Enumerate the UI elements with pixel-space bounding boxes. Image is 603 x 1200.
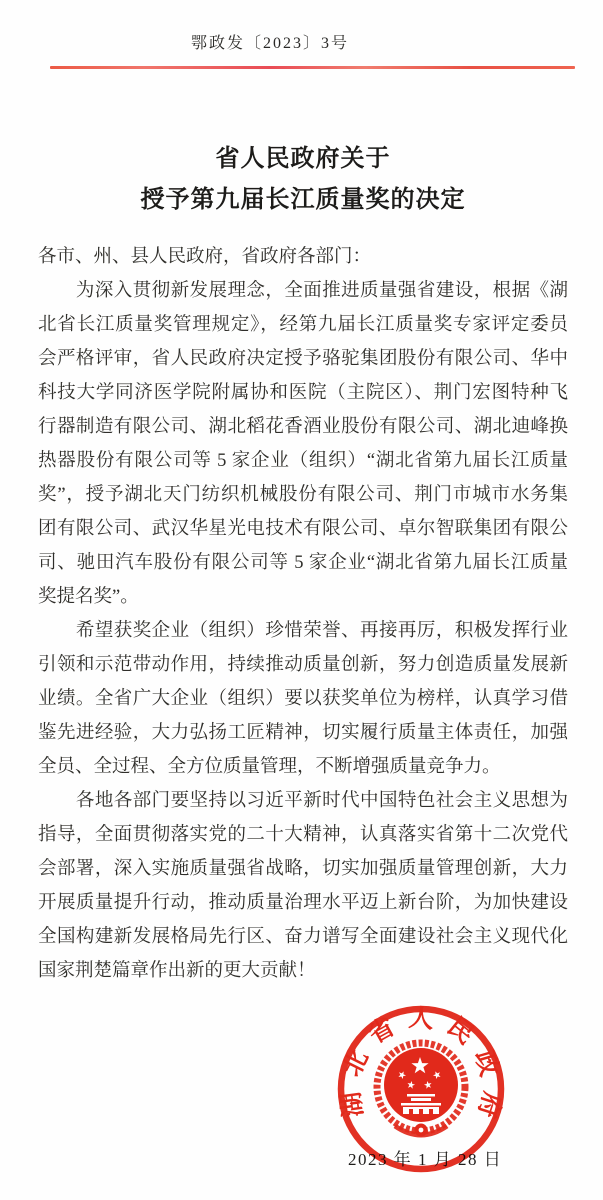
body-line: 各市、州、县人民政府，省政府各部门： [38,247,372,267]
body-line: 指导，全面贯彻落实党的二十大精神，认真落实省第十二次党代 [38,825,568,845]
official-seal [333,1001,511,1187]
seal-text: 湖北省人民政府 [336,1004,506,1133]
page-title [38,139,568,221]
body-line: 各地各部门要坚持以习近平新时代中国特色社会主义思想为 [38,791,568,811]
body-line: 业绩。全省广大企业（组织）要以获奖单位为榜样，认真学习借 [38,689,568,709]
body-line: 希望获奖企业（组织）珍惜荣誉、再接再厉，积极发挥行业 [38,621,568,641]
body-line: 为深入贯彻新发展理念，全面推进质量强省建设，根据《湖 [38,281,568,301]
body-line: 科技大学同济医学院附属协和医院（主院区）、荆门宏图特种飞 [38,383,568,403]
title-line-1: 省人民政府关于 [215,146,391,172]
body-line: 全国构建新发展格局先行区、奋力谱写全面建设社会主义现代化 [38,927,568,947]
body-line: 开展质量提升行动，推动质量治理水平迈上新台阶，为加快建设 [38,893,568,913]
body-line: 全员、全过程、全方位质量管理，不断增强质量竞争力。 [38,757,501,777]
body-line: 司、驰田汽车股份有限公司等 5 家企业“湖北省第九届长江质量 [38,553,568,573]
body-line: 行器制造有限公司、湖北稻花香酒业股份有限公司、湖北迪峰换 [38,417,568,437]
body-line: 团有限公司、武汉华星光电技术有限公司、卓尔智联集团有限公 [38,519,568,539]
body-line: 会部署，深入实施质量强省战略，切实加强质量管理创新，大力 [38,859,568,879]
body-line: 北省长江质量奖管理规定》，经第九届长江质量奖专家评定委员 [38,315,568,335]
national-emblem-icon [377,1043,465,1137]
body-line: 热器股份有限公司等 5 家企业（组织）“湖北省第九届长江质量 [38,451,568,471]
document-body [38,240,568,988]
body-line: 会严格评审，省人民政府决定授予骆驼集团股份有限公司、华中 [38,349,568,369]
title-line-2: 授予第九届长江质量奖的决定 [140,187,466,213]
doc-number: 鄂政发〔2023〕3号 [190,35,349,52]
body-line: 引领和示范带动作用，持续推动质量创新，努力创造质量发展新 [38,655,568,675]
body-line: 国家荆楚篇章作出新的更大贡献！ [38,961,316,981]
body-line: 奖提名奖”。 [38,587,139,607]
body-line: 奖”，授予湖北天门纺织机械股份有限公司、荆门市城市水务集 [38,485,568,505]
header-divider-line [50,66,575,69]
body-line: 鉴先进经验，大力弘扬工匠精神，切实履行质量主体责任，加强 [38,723,568,743]
issue-date: 2023 年 1 月 28 日 [348,1150,503,1169]
